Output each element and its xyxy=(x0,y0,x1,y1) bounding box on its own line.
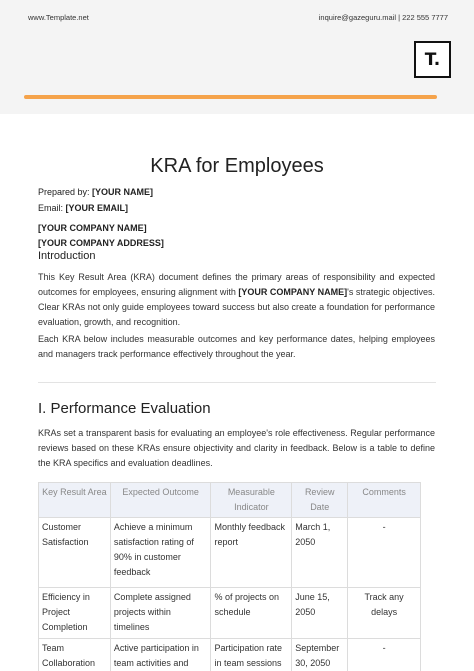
company-address xyxy=(38,237,164,249)
table-row xyxy=(39,518,421,588)
email-line xyxy=(38,202,128,214)
company-address-value: [YOUR COMPANY ADDRESS] xyxy=(38,238,164,248)
section-text: KRAs set a transparent basis for evaluating an employee's role effectiveness. Regular performance reviews based on these KRAs ensure objectivity and clarity in feedback. Below is a table to define the KRA specifics and evaluation deadlines. xyxy=(38,428,435,468)
table-cell: Active participation in team activities and xyxy=(110,639,211,671)
table-cell: Team Collaboration xyxy=(39,639,111,671)
document-title: KRA for Employees xyxy=(150,155,324,177)
section-divider xyxy=(38,382,436,383)
col-header: Expected Outcome xyxy=(110,483,211,518)
table-cell: March 1, 2050 xyxy=(292,518,348,588)
contact-info: inquire@gazeguru.mail | 222 555 7777 xyxy=(318,13,448,22)
table-cell: - xyxy=(348,518,421,588)
table-cell: - xyxy=(348,639,421,671)
prepared-by xyxy=(38,186,153,198)
table-row xyxy=(39,588,421,639)
table-header-row xyxy=(39,483,421,518)
table-cell: Achieve a minimum satisfaction rating of 90% in customer feedback xyxy=(110,518,211,588)
table-cell: September 30, 2050 xyxy=(292,639,348,671)
table-cell: Monthly feedback report xyxy=(211,518,292,588)
intro-text-start: This Key Result Area (KRA) document defines the primary areas of responsibility and expected outcomes for employees, ensuring alignment with xyxy=(38,272,435,297)
intro-company: [YOUR COMPANY NAME] xyxy=(238,287,348,297)
table-cell: Complete assigned projects within timelines xyxy=(110,588,211,639)
col-header: Measurable Indicator xyxy=(211,483,292,518)
email-label: Email: xyxy=(38,203,64,213)
accent-divider xyxy=(24,95,437,99)
table-cell: Efficiency in Project Completion xyxy=(39,588,111,639)
col-header: Key Result Area xyxy=(39,483,111,518)
table-cell: Customer Satisfaction xyxy=(39,518,111,588)
email-value: [YOUR EMAIL] xyxy=(65,203,129,213)
page-header xyxy=(0,0,474,114)
site-url[interactable]: www.Template.net xyxy=(28,13,89,22)
template-logo: T. xyxy=(414,41,451,78)
prepared-label: Prepared by: xyxy=(38,187,90,197)
intro-text-end: 's strategic objectives. Clear KRAs not only guide employees toward success but also create a foundation for performance evaluation, growth, and recognition. xyxy=(38,287,435,327)
intro-paragraph-2: Each KRA below includes measurable outcomes and key performance dates, helping employees and managers track performance effectively throughout the year. xyxy=(38,334,435,359)
table-cell: June 15, 2050 xyxy=(292,588,348,639)
col-header: Comments xyxy=(348,483,421,518)
table-cell: Participation rate in team sessions xyxy=(211,639,292,671)
section-title: I. Performance Evaluation xyxy=(38,400,211,417)
table-cell: % of projects on schedule xyxy=(211,588,292,639)
table-row xyxy=(39,639,421,671)
company-name xyxy=(38,222,147,234)
intro-paragraph-1 xyxy=(38,270,435,330)
table-cell: Track any delays xyxy=(348,588,421,639)
intro-heading: Introduction xyxy=(38,250,96,262)
prepared-value: [YOUR NAME] xyxy=(92,187,154,197)
company-name-value: [YOUR COMPANY NAME] xyxy=(38,223,147,233)
kra-table xyxy=(38,482,421,671)
col-header: Review Date xyxy=(292,483,348,518)
